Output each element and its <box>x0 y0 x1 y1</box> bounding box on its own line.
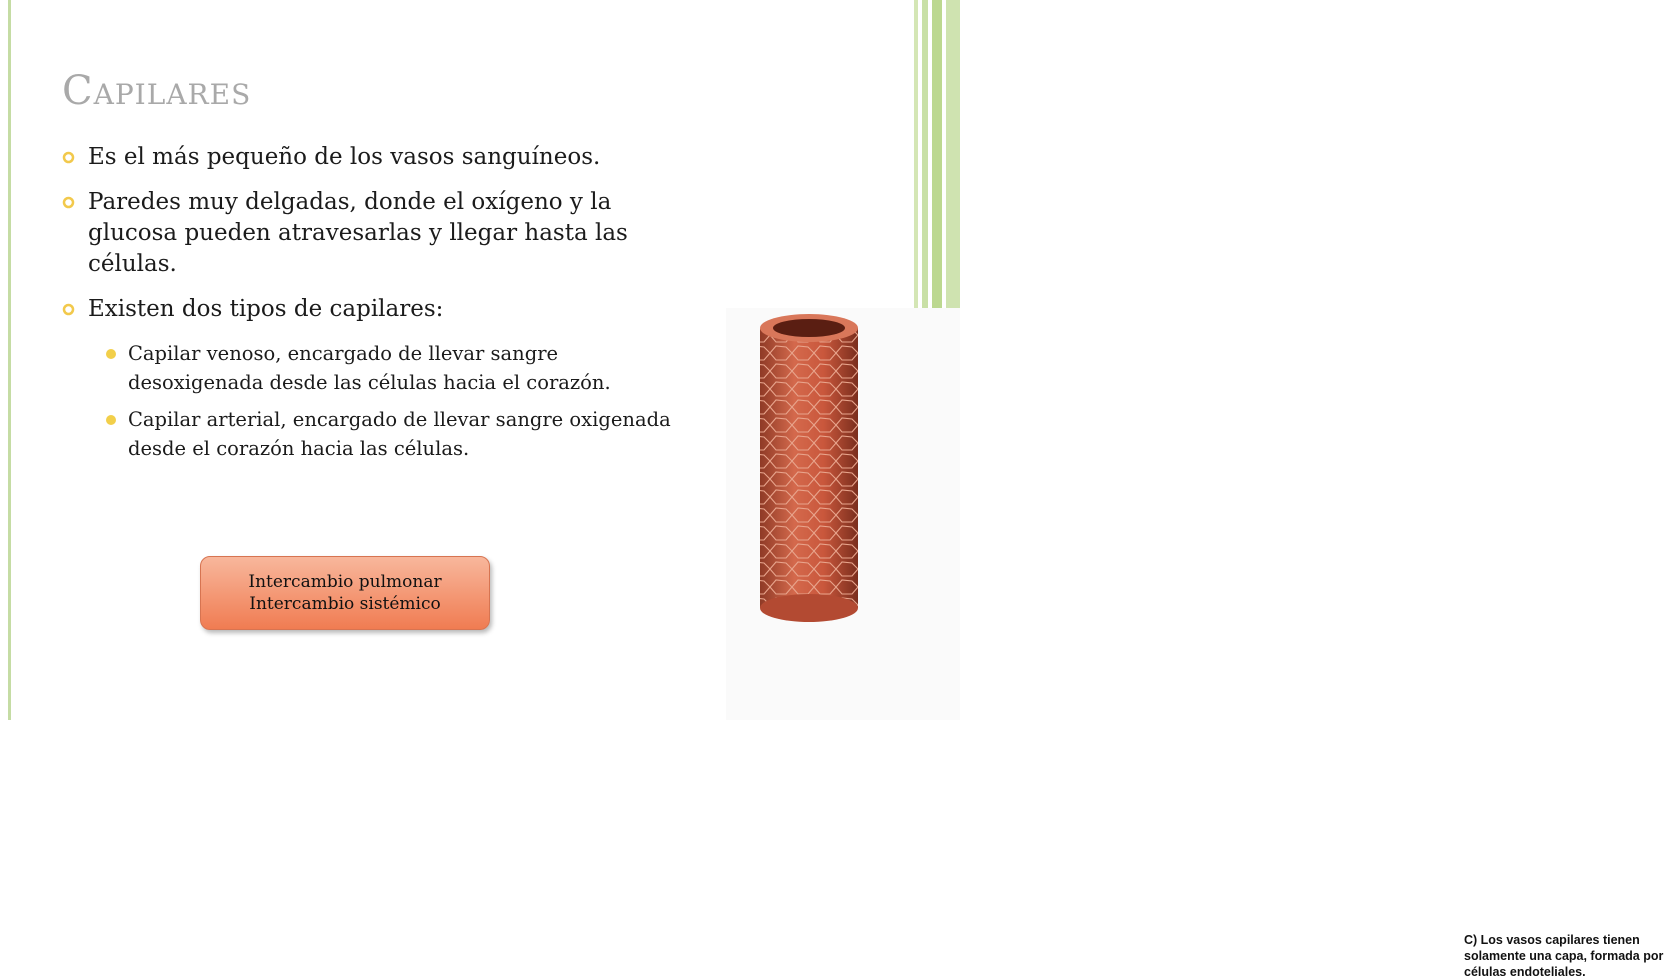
callout-line-1: Intercambio pulmonar <box>248 572 442 592</box>
bullet-text: Paredes muy delgadas, donde el oxígeno y la glucosa pueden atravesarlas y llegar hasta las células. <box>88 189 628 277</box>
dot-bullet-icon <box>106 415 116 425</box>
capillary-figure <box>726 308 1664 979</box>
ring-bullet-icon <box>62 151 75 164</box>
bullet-list <box>62 142 762 471</box>
bullet-item <box>62 294 762 325</box>
sub-bullet-text: Capilar arterial, encargado de llevar sangre oxigenada desde el corazón hacia las células. <box>128 408 671 460</box>
bullet-text: Existen dos tipos de capilares: <box>88 296 444 322</box>
slide-title: Capilares <box>62 68 252 114</box>
callout-line-2: Intercambio sistémico <box>249 594 441 614</box>
sub-bullet-item <box>62 339 688 397</box>
ring-bullet-icon <box>62 196 75 209</box>
bullet-item <box>62 187 688 280</box>
sub-bullet-text: Capilar venoso, encargado de llevar sangre desoxigenada desde las células hacia el corazón. <box>128 342 611 394</box>
left-border-line <box>8 0 11 720</box>
figure-caption: C) Los vasos capilares tienen solamente una capa, formada por células endoteliales. <box>1464 933 1664 979</box>
ring-bullet-icon <box>62 303 75 316</box>
dot-bullet-icon <box>106 349 116 359</box>
sub-bullet-item <box>62 405 688 463</box>
bullet-item <box>62 142 762 173</box>
exchange-callout-box <box>200 556 490 630</box>
bullet-text: Es el más pequeño de los vasos sanguíneos. <box>88 144 601 170</box>
capillary-vessel-illustration <box>726 308 960 720</box>
